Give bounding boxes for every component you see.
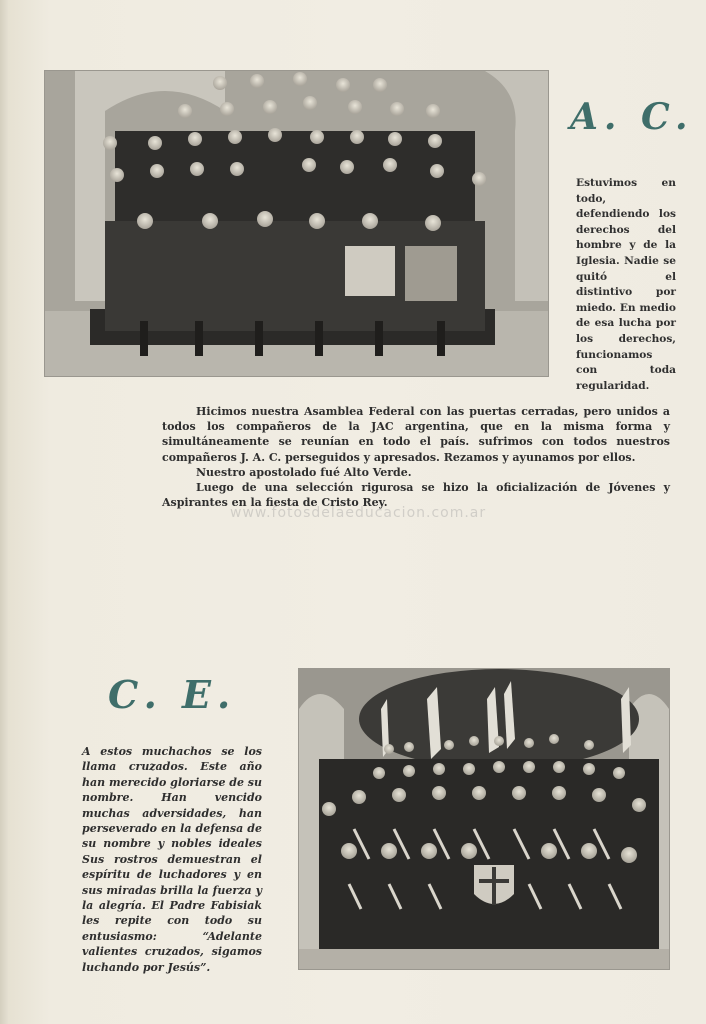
page-binding [0, 0, 8, 1024]
ce-body-text: A estos muchachos se los llama cruzados. Este año han merecido gloriarse de su nombre. Han vencido muchas adversidades, han perseverado en la defensa de su nombre y nobles ideales Sus rostros demuestran el espíritu de luchadores y en sus miradas brilla la fuerza y la alegría. El Padre Fabisiak les repite con todo su entusiasmo: “Adelante valientes cruzados, sigamos luchando por Jesús”. [82, 745, 262, 974]
ac-paragraph: Nuestro apostolado fué Alto Verde. [196, 465, 412, 479]
ac-paragraph: Hicimos nuestra Asamblea Federal con las puertas cerradas, pero unidos a todos los compañeros de la JAC argentina, que en la misma forma y simultáneamente se reunían en todo el país. sufrimos con todos nuestros compañeros J. A. C. perseguidos y apresados. Rezamos y ayunamos por ellos. [162, 405, 670, 464]
ce-heading: C. E. [108, 672, 237, 717]
watermark-text: www.fotosdelaeducacion.com.ar [230, 505, 487, 521]
ac-paragraph: Luego de una selección rigurosa se hizo la oficialización de Jóvenes y Aspirantes en la fiesta de Cristo Rey. [162, 481, 670, 510]
ac-side-text: Estuvimos en todo, defendiendo los derechos del hombre y de la Iglesia. Nadie se quitó el distintivo por miedo. En medio de esa lucha por los derechos, funcionamos con toda regularidad. [576, 177, 676, 392]
ac-body-text [162, 404, 670, 510]
ac-group-photo [44, 70, 549, 377]
ce-group-photo [298, 668, 670, 970]
ac-heading: A. C. [570, 96, 694, 138]
